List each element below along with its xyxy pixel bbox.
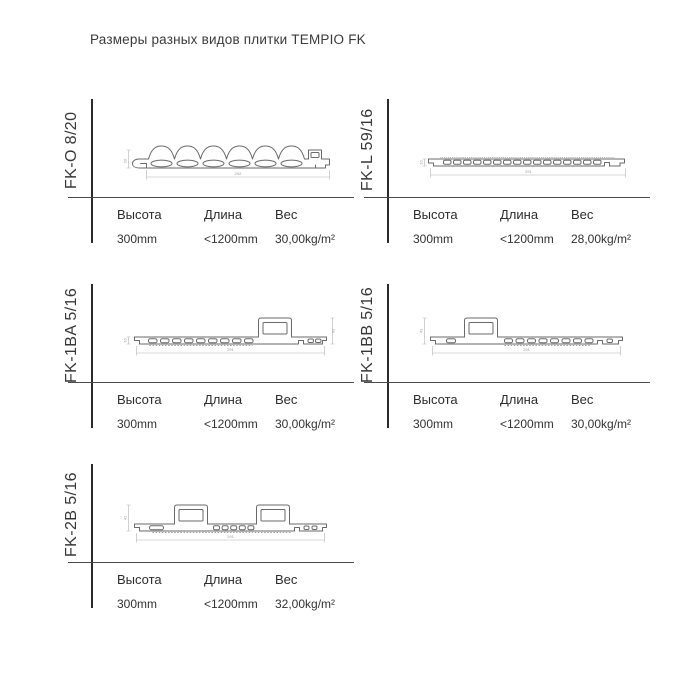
col-weight xyxy=(571,207,653,246)
dim-width-label: 292 xyxy=(234,171,242,177)
value-height: 300mm xyxy=(117,597,158,611)
profile-left-hook xyxy=(135,524,147,531)
section-fk-1ba-5-16 xyxy=(62,280,362,440)
header-weight: Вес xyxy=(275,392,298,407)
dim-height xyxy=(123,150,131,168)
value-height: 300mm xyxy=(117,232,158,246)
dim-box-label: 41 xyxy=(122,515,128,521)
value-length: <1200mm xyxy=(500,232,554,246)
header-length: Длина xyxy=(204,572,243,587)
section-divider-vertical xyxy=(91,99,93,243)
header-weight: Вес xyxy=(571,392,594,407)
table-separator-line xyxy=(68,382,354,383)
header-length: Длина xyxy=(500,207,539,222)
profile-drawing-fk-o xyxy=(120,137,340,189)
dim-height xyxy=(123,337,131,344)
spec-table xyxy=(413,207,653,246)
dim-width xyxy=(137,346,325,356)
profile-left-hook xyxy=(133,159,149,168)
dim-box-label: 41 xyxy=(418,328,424,334)
dim-width xyxy=(147,170,330,180)
col-height xyxy=(117,207,204,246)
profile-drawing-fk-2b xyxy=(120,496,340,548)
col-length xyxy=(500,207,571,246)
col-weight xyxy=(275,207,357,246)
dim-box-height xyxy=(123,505,131,531)
section-label: FK-1BA 5/16 xyxy=(63,287,80,383)
section-divider-vertical xyxy=(91,464,93,608)
profile-slot-holes xyxy=(444,160,602,164)
section-fk-1bb-5-16 xyxy=(358,280,658,440)
header-height: Высота xyxy=(413,207,458,222)
section-divider-vertical xyxy=(387,284,389,428)
section-fk-l-59-16 xyxy=(358,95,658,255)
profile-end-hole xyxy=(311,153,319,158)
profile-outline xyxy=(149,146,330,168)
value-height: 300mm xyxy=(117,417,158,431)
dim-box-height xyxy=(330,318,335,344)
profile-slot-holes xyxy=(150,526,318,530)
value-weight: 30,00kg/m² xyxy=(275,232,336,246)
section-label: FK-1BB 5/16 xyxy=(359,287,376,384)
header-height: Высота xyxy=(117,392,162,407)
section-fk-o-8-20 xyxy=(62,95,362,255)
profile-box-hole xyxy=(263,323,287,335)
profile-oval-holes xyxy=(151,160,302,167)
page-title: Размеры разных видов плитки TEMPIO FK xyxy=(90,32,366,47)
section-divider-vertical xyxy=(91,284,93,428)
value-height: 300mm xyxy=(413,232,454,246)
dim-width-label: 291 xyxy=(227,347,234,353)
value-weight: 28,00kg/m² xyxy=(571,232,632,246)
dim-width xyxy=(433,346,621,356)
header-weight: Вес xyxy=(275,207,298,222)
profile-right-cap xyxy=(319,524,327,531)
dim-width xyxy=(137,533,325,543)
table-separator-line xyxy=(68,562,354,563)
col-weight xyxy=(275,392,357,431)
value-weight: 30,00kg/m² xyxy=(275,417,336,431)
header-length: Длина xyxy=(204,207,243,222)
profile-left-hook xyxy=(431,337,443,344)
table-separator-line xyxy=(364,197,650,198)
profile-right-cap xyxy=(610,159,625,166)
dim-width-label: 291 xyxy=(523,347,530,353)
col-height xyxy=(117,572,204,611)
spec-table xyxy=(413,392,653,431)
header-length: Длина xyxy=(204,392,243,407)
col-length xyxy=(204,572,275,611)
dim-height-label: 16 xyxy=(122,338,128,343)
profile-box-hole xyxy=(469,323,493,335)
profile-slot-holes xyxy=(447,339,613,343)
header-weight: Вес xyxy=(571,207,594,222)
col-length xyxy=(204,207,275,246)
section-label: FK-L 59/16 xyxy=(359,108,376,192)
header-weight: Вес xyxy=(275,572,298,587)
col-length xyxy=(204,392,275,431)
section-divider-vertical xyxy=(387,99,389,243)
dim-height-label: 16 xyxy=(418,160,424,165)
dim-box-height xyxy=(419,318,427,344)
value-length: <1200mm xyxy=(204,417,258,431)
col-weight xyxy=(275,572,357,611)
profile-drawing-fk-1bb xyxy=(416,309,636,361)
value-length: <1200mm xyxy=(204,597,258,611)
profile-drawing-fk-l xyxy=(416,139,636,191)
dim-height-label: 20 xyxy=(122,158,128,164)
value-weight: 30,00kg/m² xyxy=(571,417,632,431)
spec-table xyxy=(117,572,357,611)
section-label: FK-2B 5/16 xyxy=(63,472,80,558)
value-length: <1200mm xyxy=(500,417,554,431)
value-weight: 32,00kg/m² xyxy=(275,597,336,611)
dim-height xyxy=(419,159,427,166)
section-fk-2b-5-16 xyxy=(62,460,362,620)
col-length xyxy=(500,392,571,431)
profile-slot-holes xyxy=(149,339,322,343)
header-length: Длина xyxy=(500,392,539,407)
spec-table xyxy=(117,207,357,246)
table-separator-line xyxy=(364,382,650,383)
profile-drawing-fk-1ba xyxy=(120,309,340,361)
header-height: Высота xyxy=(117,207,162,222)
profile-left-hook xyxy=(429,159,441,166)
section-label: FK-O 8/20 xyxy=(63,111,80,189)
profile-left-hook xyxy=(135,337,147,344)
profile-box-2-hole xyxy=(261,510,285,522)
col-height xyxy=(413,207,500,246)
dim-width-label: 291 xyxy=(525,169,532,175)
table-separator-line xyxy=(68,197,354,198)
col-height xyxy=(117,392,204,431)
col-weight xyxy=(571,392,653,431)
dim-width xyxy=(431,168,626,178)
col-height xyxy=(413,392,500,431)
header-height: Высота xyxy=(413,392,458,407)
dim-box-label: 41 xyxy=(330,328,336,334)
dim-width-label: 291 xyxy=(227,534,234,540)
profile-bottom-edge xyxy=(147,528,323,532)
value-height: 300mm xyxy=(413,417,454,431)
profile-right-cap xyxy=(615,337,623,344)
spec-table xyxy=(117,392,357,431)
header-height: Высота xyxy=(117,572,162,587)
value-length: <1200mm xyxy=(204,232,258,246)
profile-box-1-hole xyxy=(179,510,203,522)
